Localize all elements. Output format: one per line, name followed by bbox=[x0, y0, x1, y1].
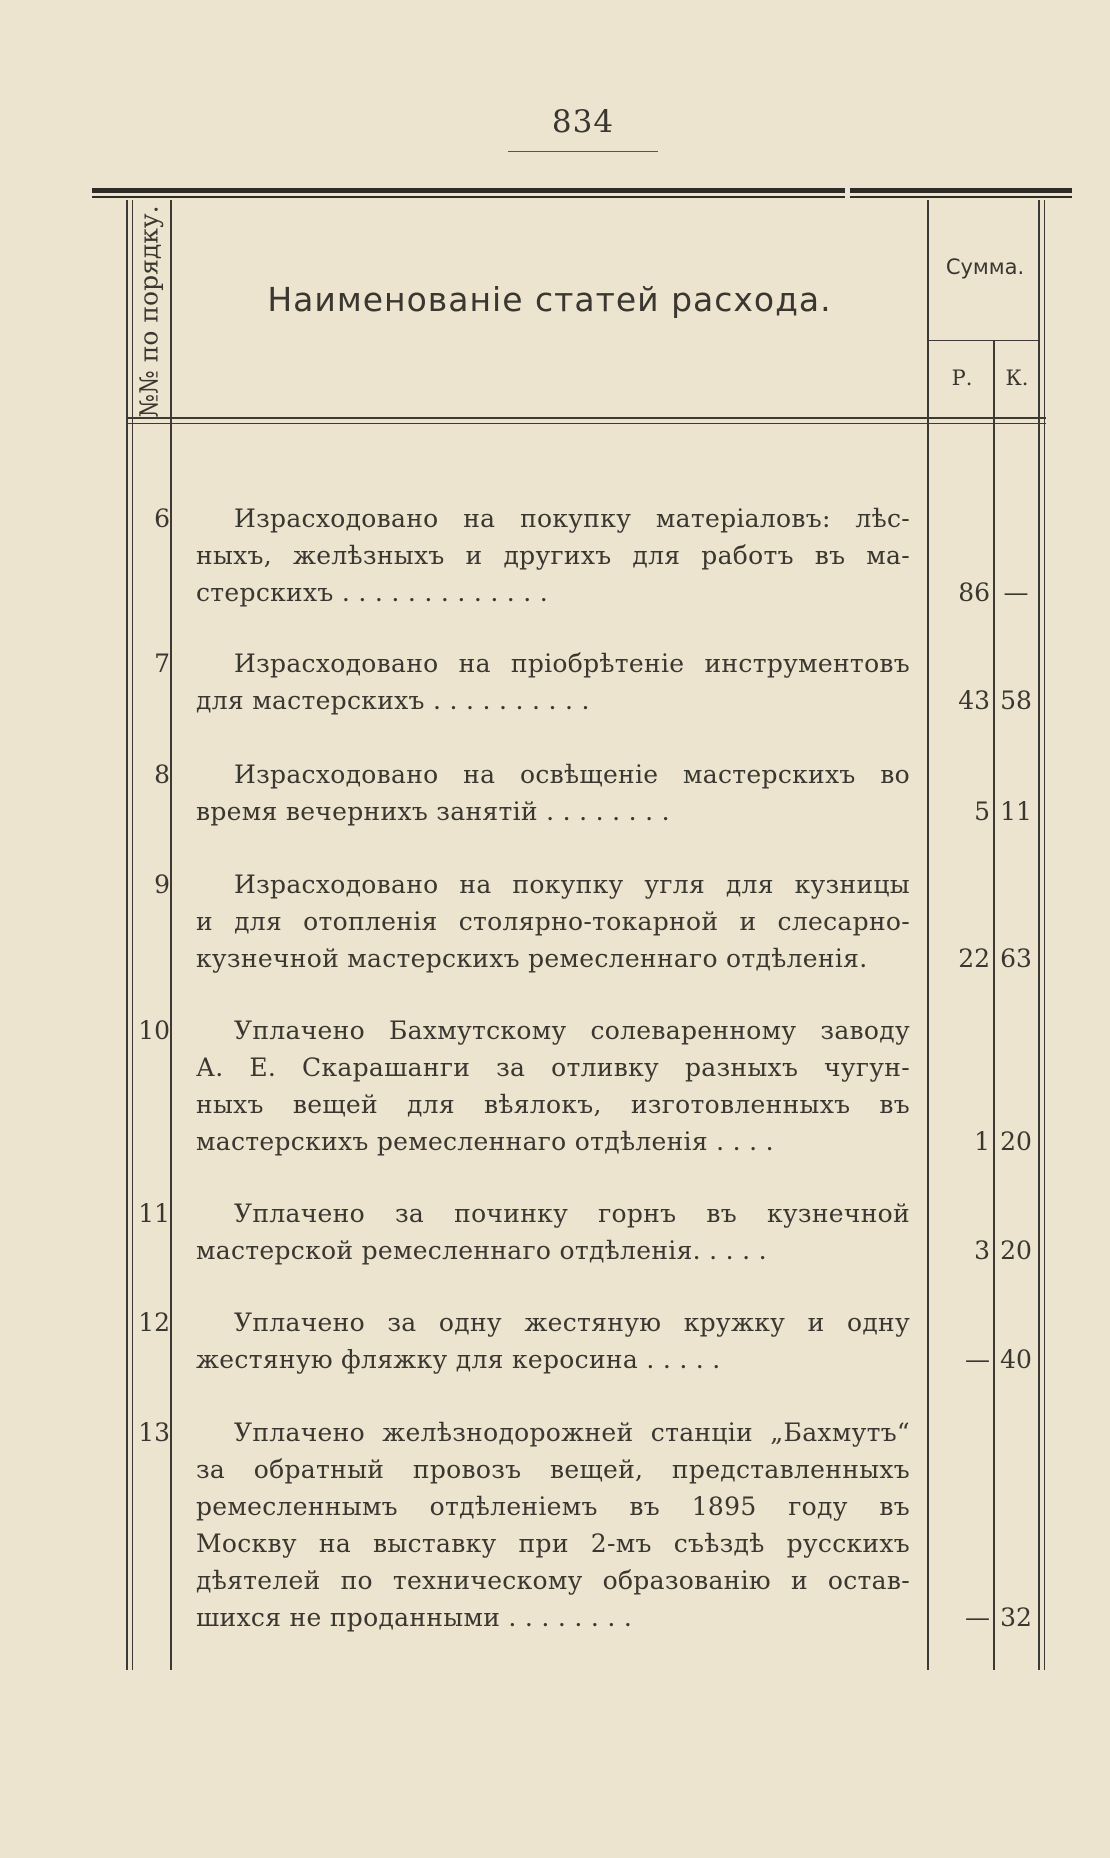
row-rubles: — bbox=[965, 1603, 990, 1632]
row-kopecks: 58 bbox=[1000, 686, 1032, 715]
row-description: Уплачено за одну жестяную кружку и одну жестяную фляжку для керосина . . . . . bbox=[196, 1308, 910, 1374]
row-number: 7 bbox=[154, 649, 170, 678]
row-kopecks: 20 bbox=[1000, 1236, 1032, 1265]
table-right-border bbox=[1038, 200, 1040, 1670]
row-number: 13 bbox=[138, 1418, 170, 1447]
row-description: Уплачено за починку горнъ въ кузнечной мастерской ремесленнаго отдѣленія. . . . . bbox=[196, 1199, 910, 1265]
column-header-sum: Сумма. bbox=[945, 255, 1025, 279]
row-rubles: 86 bbox=[958, 578, 990, 607]
row-kopecks: 20 bbox=[1000, 1127, 1032, 1156]
column-header-title: Наименованіе статей расхода. bbox=[267, 280, 832, 319]
row-kopecks: 63 bbox=[1000, 944, 1032, 973]
row-kopecks: 40 bbox=[1000, 1345, 1032, 1374]
column-header-number: №№ по порядку. bbox=[134, 204, 164, 418]
row-number: 12 bbox=[138, 1308, 170, 1337]
text-column-divider bbox=[927, 200, 929, 1670]
table-top-rule-thin bbox=[92, 196, 1072, 198]
row-description: Уплачено желѣзнодорожней станціи „Бахмутъ“ за обратный провозъ вещей, представленныхъ ремесленнымъ отдѣленіемъ въ 1895 году въ Москву на выставку при 2-мъ съѣздѣ русскихъ дѣятелей по техническому образованію и остав- шихся не проданными . . . . . . . . bbox=[196, 1418, 910, 1632]
row-number: 6 bbox=[154, 504, 170, 533]
row-rubles: 3 bbox=[974, 1236, 990, 1265]
rub-kop-divider bbox=[993, 340, 995, 1670]
row-description: Израсходовано на пріобрѣтеніе инструментовъ для мастерскихъ . . . . . . . . . . bbox=[196, 649, 910, 715]
row-description: Израсходовано на покупку угля для кузницы и для отопленія столярно-токарной и слесарно- кузнечной мастерскихъ ремесленнаго отдѣленія. bbox=[196, 870, 910, 973]
row-kopecks: 11 bbox=[1000, 797, 1032, 826]
sum-subheader-rule bbox=[929, 340, 1038, 341]
table-top-rule bbox=[92, 188, 1072, 193]
row-description: Израсходовано на освѣщеніе мастерскихъ во время вечернихъ занятій . . . . . . . . bbox=[196, 760, 910, 826]
row-rubles: 5 bbox=[974, 797, 990, 826]
row-description: Уплачено Бахмутскому солеваренному заводу А. Е. Скарашанги за отливку разныхъ чугун- ныхъ вещей для вѣялокъ, изготовленныхъ въ мастерскихъ ремесленнаго отдѣленія . . . . bbox=[196, 1016, 910, 1156]
row-kopecks: 32 bbox=[1000, 1603, 1032, 1632]
row-rubles: 43 bbox=[958, 686, 990, 715]
row-number: 10 bbox=[138, 1016, 170, 1045]
row-number: 8 bbox=[154, 760, 170, 789]
row-rubles: 1 bbox=[974, 1127, 990, 1156]
page-number-rule bbox=[508, 151, 658, 152]
page-number: 834 bbox=[551, 104, 615, 140]
row-rubles: 22 bbox=[958, 944, 990, 973]
row-description: Израсходовано на покупку матеріаловъ: лѣс- ныхъ, желѣзныхъ и другихъ для работъ въ ма- стерскихъ . . . . . . . . . . . . . bbox=[196, 504, 910, 607]
row-rubles: — bbox=[965, 1345, 990, 1374]
num-column-divider bbox=[170, 200, 172, 1670]
row-number: 9 bbox=[154, 870, 170, 899]
column-header-kop: К. bbox=[1005, 366, 1029, 390]
header-bottom-rule bbox=[126, 417, 1046, 419]
row-kopecks: — bbox=[1003, 578, 1029, 607]
column-header-rub: Р. bbox=[951, 366, 973, 390]
row-number: 11 bbox=[138, 1199, 170, 1228]
